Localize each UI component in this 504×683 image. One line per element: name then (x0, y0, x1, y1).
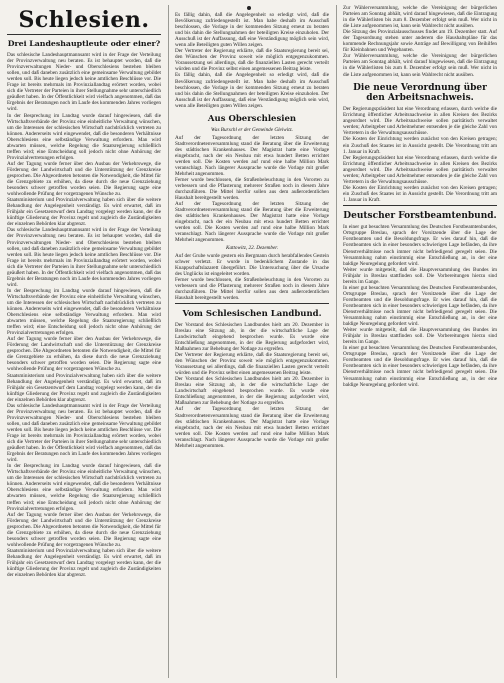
section-heading: Vom Schlesischen Landbund. (182, 308, 322, 319)
article-paragraph: Auf der Grube wurde gestern ein Bergmann durch herabfallendes Gestein schwer verletzt. Er wurde in bedenklichem Zustande in das Knappschaftslazarett übergeführt. Die Untersuchung über die Ursache des Unglücks ist eingeleitet worden. (175, 252, 329, 277)
article-paragraph: In einer gut besuchten Versammlung des Deutschen Forstbeamtenbundes, Ortsgruppe Breslau, sprach der Vorsitzende über die Lage der Forstbeamten und die Besoldungsfrage. Er wies darauf hin, daß die Forstbeamten sich in einer besonders schwierigen Lage befänden, da ihre Dienstverhältnisse noch immer nicht befriedigend geregelt seien. Die Versammlung nahm einstimmig eine Entschließung an, in der eine baldige Neuregelung gefordert wird. (343, 284, 497, 328)
column-1 (7, 5, 161, 678)
article-paragraph: Der Regierungspräsident hat eine Verordnung erlassen, durch welche die Errichtung öffentlicher Arbeitsnachweise in allen Kreisen des Bezirks angeordnet wird. Die Arbeitsnachweise sollen paritätisch verwaltet werden; Arbeitgeber und Arbeitnehmer entsenden je die gleiche Zahl von Vertretern in die Verwaltungsausschüsse. (343, 154, 497, 185)
article-paragraph: Auf der Tagung wurde ferner über den Ausbau der Verkehrswege, die Förderung der Landwirtschaft und die Unterstützung der Grenzkreise gesprochen. Die Abgeordneten betonten die Notwendigkeit, die Mittel für die Grenzgebiete zu erhöhen, da diese durch die neue Grenzziehung besonders schwer getroffen worden seien. Die Regierung sagte eine wohlwollende Prüfung der vorgetragenen Wünsche zu. (7, 511, 161, 548)
dateline: Kattowitz, 22. Dezember. (225, 244, 279, 251)
article-paragraph: In einer gut besuchten Versammlung des Deutschen Forstbeamtenbundes, Ortsgruppe Breslau, sprach der Vorsitzende über die Lage der Forstbeamten und die Besoldungsfrage. Er wies darauf hin, daß die Forstbeamten sich in einer besonders schwierigen Lage befänden, da ihre Dienstverhältnisse noch immer nicht befriedigend geregelt seien. Die Versammlung nahm einstimmig eine Entschließung an, in der eine baldige Neuregelung gefordert wird. (343, 345, 497, 388)
page-marker (247, 6, 251, 10)
section-heading: Aus Oberschlesien (207, 113, 297, 124)
article-paragraph: Auf der Tagesordnung der letzten Sitzung der Stadtverordnetenversammlung stand die Beratung über die Erweiterung des städtischen Krankenhauses. Der Magistrat hatte eine Vorlage eingebracht, nach der ein Neubau mit etwa hundert Betten errichtet werden soll. Die Kosten werden auf rund eine halbe Million Mark veranschlagt. Nach längerer Aussprache wurde die Vorlage mit großer Mehrheit angenommen. (175, 134, 329, 177)
article-paragraph: Der Vertreter der Regierung erklärte, daß die Staatsregierung bereit sei, den Wünschen der Provinz soweit wie möglich entgegenzukommen. Voraussetzung sei allerdings, daß die finanziellen Lasten gerecht verteilt würden und die Provinz selbst einen angemessenen Beitrag leiste. (175, 352, 329, 377)
divider (175, 303, 329, 304)
article-paragraph: Weiter wurde mitgeteilt, daß die Hauptversammlung des Bundes im Frühjahr in Breslau stattfinden soll. Die Vorbereitungen hierzu sind bereits im Gange. (343, 327, 497, 346)
article-paragraph: Zur Wählerversammlung, welche die Vereinigung der bürgerlichen Parteien am Sonntag abhält, wird darauf hingewiesen, daß die Eintragung in die Wählerlisten bis zum 8. Dezember erfolgt sein muß. Wer nicht in die Liste aufgenommen ist, kann sein Wahlrecht nicht ausüben. (343, 53, 497, 78)
article-paragraph: Die Kosten der Einrichtung werden zunächst von den Kreisen getragen; ein Zuschuß des Staates ist in Aussicht gestellt. Die Verordnung tritt am 1. Januar in Kraft. (343, 184, 497, 203)
article-headline: Drei Landeshauptleute oder einer? (7, 39, 161, 49)
article-paragraph: Das schlesische Landeshauptmannsamt wird in der Frage der Verteilung der Provinzverwaltung neu beraten. Es ist behauptet worden, daß die Provinzverwaltungen Nieder- und Oberschlesiens bestehen bleiben sollen, und daß daneben zusätzlich eine gemeinsame Verwaltung gebildet werden soll. Bis heute liegen jedoch keine amtlichen Beschlüsse vor. Die Frage ist bereits mehrmals im Provinziallandtag erörtert worden, wobei sich die Vertreter der Parteien in ihrer Stellungnahme sehr unterschiedlich geäußert haben. In der Öffentlichkeit wird vielfach angenommen, daß das Ergebnis der Beratungen noch im Laufe des kommenden Jahres vorliegen wird. (7, 52, 161, 113)
article-paragraph: In einer gut besuchten Versammlung des Deutschen Forstbeamtenbundes, Ortsgruppe Breslau, sprach der Vorsitzende über die Lage der Forstbeamten und die Besoldungsfrage. Er wies darauf hin, daß die Forstbeamten sich in einer besonders schwierigen Lage befänden, da ihre Dienstverhältnisse noch immer nicht befriedigend geregelt seien. Die Versammlung nahm einstimmig eine Entschließung an, in der eine baldige Neuregelung gefordert wird. (343, 224, 497, 267)
dateline: Was Burschl er der Gemeinde Gleiwitz. (211, 126, 293, 133)
column-3 (336, 5, 497, 678)
article-paragraph: Der Regierungspräsident hat eine Verordnung erlassen, durch welche die Errichtung öffentlicher Arbeitsnachweise in allen Kreisen des Bezirks angeordnet wird. Die Arbeitsnachweise sollen paritätisch verwaltet werden; Arbeitgeber und Arbeitnehmer entsenden je die gleiche Zahl von Vertretern in die Verwaltungsausschüsse. (343, 106, 497, 137)
column-2 (168, 5, 329, 678)
column-container (7, 5, 497, 678)
article-paragraph: Zur Wählerversammlung, welche die Vereinigung der bürgerlichen Parteien am Sonntag abhält, wird darauf hingewiesen, daß die Eintragung in die Wählerlisten bis zum 8. Dezember erfolgt sein muß. Wer nicht in die Liste aufgenommen ist, kann sein Wahlrecht nicht ausüben. (343, 5, 497, 30)
article-paragraph: Staatsministerium und Provinzialverwaltung haben sich über die weitere Behandlung der Angelegenheit verständigt. Es wird erwartet, daß im Frühjahr ein Gesetzentwurf dem Landtag vorgelegt werden kann, der die künftige Gliederung der Provinz regelt und zugleich die Zuständigkeiten der einzelnen Behörden klar abgrenzt. (7, 197, 161, 228)
masthead: Schlesien. (18, 7, 150, 33)
article-paragraph: Der Vorstand des Schlesischen Landbundes hielt am 20. Dezember in Breslau eine Sitzung ab, in der die wirtschaftliche Lage der Landwirtschaft eingehend besprochen wurde. Es wurde eine Entschließung angenommen, in der die Regierung aufgefordert wird, Maßnahmen zur Behebung der Notlage zu ergreifen. (175, 376, 329, 407)
article-paragraph: Ferner wurde beschlossen, die Straßenbeleuchtung in den Vororten zu verbessern und die Pflasterung mehrerer Straßen noch in diesem Jahre durchzuführen. Die Mittel hierfür sollen aus dem außerordentlichen Haushalt bereitgestellt werden. (175, 177, 329, 202)
article-paragraph: Das schlesische Landeshauptmannsamt wird in der Frage der Verteilung der Provinzverwaltung neu beraten. Es ist behauptet worden, daß die Provinzverwaltungen Nieder- und Oberschlesiens bestehen bleiben sollen, und daß daneben zusätzlich eine gemeinsame Verwaltung gebildet werden soll. Bis heute liegen jedoch keine amtlichen Beschlüsse vor. Die Frage ist bereits mehrmals im Provinziallandtag erörtert worden, wobei sich die Vertreter der Parteien in ihrer Stellungnahme sehr unterschiedlich geäußert haben. In der Öffentlichkeit wird vielfach angenommen, daß das Ergebnis der Beratungen noch im Laufe des kommenden Jahres vorliegen wird. (7, 227, 161, 288)
article-paragraph: Ferner wurde beschlossen, die Straßenbeleuchtung in den Vororten zu verbessern und die Pflasterung mehrerer Straßen noch in diesem Jahre durchzuführen. Die Mittel hierfür sollen aus dem außerordentlichen Haushalt bereitgestellt werden. (175, 276, 329, 301)
article-paragraph: Auf der Tagesordnung der letzten Sitzung der Stadtverordnetenversammlung stand die Beratung über die Erweiterung des städtischen Krankenhauses. Der Magistrat hatte eine Vorlage eingebracht, nach der ein Neubau mit etwa hundert Betten errichtet werden soll. Die Kosten werden auf rund eine halbe Million Mark veranschlagt. Nach längerer Aussprache wurde die Vorlage mit großer Mehrheit angenommen. (175, 201, 329, 244)
divider (343, 205, 497, 206)
divider (7, 34, 161, 35)
article-paragraph: Die Kosten der Einrichtung werden zunächst von den Kreisen getragen; ein Zuschuß des Staates ist in Aussicht gestellt. Die Verordnung tritt am 1. Januar in Kraft. (343, 136, 497, 155)
article-paragraph: Staatsministerium und Provinzialverwaltung haben sich über die weitere Behandlung der Angelegenheit verständigt. Es wird erwartet, daß im Frühjahr ein Gesetzentwurf dem Landtag vorgelegt werden kann, der die künftige Gliederung der Provinz regelt und zugleich die Zuständigkeiten der einzelnen Behörden klar abgrenzt. (7, 547, 161, 579)
article-headline: Die neue Verordnung über den Arbeitsnachweis. (353, 82, 487, 103)
article-paragraph: Es fällig dahin, daß die Angelegenheit so erledigt wird, daß die Bevölkerung zufriedengestellt ist. Man habe deshalb im Ausschuß beschlossen, die Vorlage in der kommenden Sitzung erneut zu beraten und bis dahin die Stellungnahmen der beteiligten Kreise einzuholen. Der Ausschuß ist der Auffassung, daß eine Verständigung möglich sein wird, wenn alle Beteiligten guten Willen zeigen. (175, 72, 329, 109)
article-paragraph: Der Vorstand des Schlesischen Landbundes hielt am 20. Dezember in Breslau eine Sitzung ab, in der die wirtschaftliche Lage der Landwirtschaft eingehend besprochen wurde. Es wurde eine Entschließung angenommen, in der die Regierung aufgefordert wird, Maßnahmen zur Behebung der Notlage zu ergreifen. (175, 321, 329, 352)
article-paragraph: In der Besprechung im Landtag wurde darauf hingewiesen, daß die Wirtschaftsverbände der Provinz eine einheitliche Verwaltung wünschen, um die Interessen der schlesischen Wirtschaft nachdrücklich vertreten zu können. Andererseits wird eingewendet, daß die besonderen Verhältnisse Oberschlesiens eine selbständige Verwaltung erfordern. Man wird abwarten müssen, welche Regelung die Staatsregierung schließlich treffen wird; eine Entscheidung soll jedoch nicht ohne Anhörung der Provinzialvertretungen erfolgen. (7, 287, 161, 337)
article-paragraph: Die Sitzung des Provinzialausschusses findet am 19. Dezember statt. Auf der Tagesordnung stehen unter anderem die Haushaltspläne für das kommende Rechnungsjahr sowie Anträge auf Bewilligung von Beihilfen für Kleinbahnen und Wegebauten. (343, 29, 497, 54)
article-paragraph: Es fällig dahin, daß die Angelegenheit so erledigt wird, daß die Bevölkerung zufriedengestellt ist. Man habe deshalb im Ausschuß beschlossen, die Vorlage in der kommenden Sitzung erneut zu beraten und bis dahin die Stellungnahmen der beteiligten Kreise einzuholen. Der Ausschuß ist der Auffassung, daß eine Verständigung möglich sein wird, wenn alle Beteiligten guten Willen zeigen. (175, 12, 329, 49)
article-paragraph: Staatsministerium und Provinzialverwaltung haben sich über die weitere Behandlung der Angelegenheit verständigt. Es wird erwartet, daß im Frühjahr ein Gesetzentwurf dem Landtag vorgelegt werden kann, der die künftige Gliederung der Provinz regelt und zugleich die Zuständigkeiten der einzelnen Behörden klar abgrenzt. (7, 372, 161, 403)
article-paragraph: Das schlesische Landeshauptmannsamt wird in der Frage der Verteilung der Provinzverwaltung neu beraten. Es ist behauptet worden, daß die Provinzverwaltungen Nieder- und Oberschlesiens bestehen bleiben sollen, und daß daneben zusätzlich eine gemeinsame Verwaltung gebildet werden soll. Bis heute liegen jedoch keine amtlichen Beschlüsse vor. Die Frage ist bereits mehrmals im Provinziallandtag erörtert worden, wobei sich die Vertreter der Parteien in ihrer Stellungnahme sehr unterschiedlich geäußert haben. In der Öffentlichkeit wird vielfach angenommen, daß das Ergebnis der Beratungen noch im Laufe des kommenden Jahres vorliegen wird. (7, 402, 161, 464)
article-headline: Deutscher Forstbeamtenbund. (343, 211, 497, 221)
article-paragraph: In der Besprechung im Landtag wurde darauf hingewiesen, daß die Wirtschaftsverbände der Provinz eine einheitliche Verwaltung wünschen, um die Interessen der schlesischen Wirtschaft nachdrücklich vertreten zu können. Andererseits wird eingewendet, daß die besonderen Verhältnisse Oberschlesiens eine selbständige Verwaltung erfordern. Man wird abwarten müssen, welche Regelung die Staatsregierung schließlich treffen wird; eine Entscheidung soll jedoch nicht ohne Anhörung der Provinzialvertretungen erfolgen. (7, 463, 161, 512)
article-paragraph: Weiter wurde mitgeteilt, daß die Hauptversammlung des Bundes im Frühjahr in Breslau stattfinden soll. Die Vorbereitungen hierzu sind bereits im Gange. (343, 266, 497, 285)
article-paragraph: Auf der Tagung wurde ferner über den Ausbau der Verkehrswege, die Förderung der Landwirtschaft und die Unterstützung der Grenzkreise gesprochen. Die Abgeordneten betonten die Notwendigkeit, die Mittel für die Grenzgebiete zu erhöhen, da diese durch die neue Grenzziehung besonders schwer getroffen worden seien. Die Regierung sagte eine wohlwollende Prüfung der vorgetragenen Wünsche zu. (7, 336, 161, 373)
article-paragraph: Auf der Tagesordnung der letzten Sitzung der Stadtverordnetenversammlung stand die Beratung über die Erweiterung des städtischen Krankenhauses. Der Magistrat hatte eine Vorlage eingebracht, nach der ein Neubau mit etwa hundert Betten errichtet werden soll. Die Kosten werden auf rund eine halbe Million Mark veranschlagt. Nach längerer Aussprache wurde die Vorlage mit großer Mehrheit angenommen. (175, 406, 329, 449)
article-paragraph: Auf der Tagung wurde ferner über den Ausbau der Verkehrswege, die Förderung der Landwirtschaft und die Unterstützung der Grenzkreise gesprochen. Die Abgeordneten betonten die Notwendigkeit, die Mittel für die Grenzgebiete zu erhöhen, da diese durch die neue Grenzziehung besonders schwer getroffen worden seien. Die Regierung sagte eine wohlwollende Prüfung der vorgetragenen Wünsche zu. (7, 160, 161, 198)
article-paragraph: In der Besprechung im Landtag wurde darauf hingewiesen, daß die Wirtschaftsverbände der Provinz eine einheitliche Verwaltung wünschen, um die Interessen der schlesischen Wirtschaft nachdrücklich vertreten zu können. Andererseits wird eingewendet, daß die besonderen Verhältnisse Oberschlesiens eine selbständige Verwaltung erfordern. Man wird abwarten müssen, welche Regelung die Staatsregierung schließlich treffen wird; eine Entscheidung soll jedoch nicht ohne Anhörung der Provinzialvertretungen erfolgen. (7, 112, 161, 161)
article-paragraph: Der Vertreter der Regierung erklärte, daß die Staatsregierung bereit sei, den Wünschen der Provinz soweit wie möglich entgegenzukommen. Voraussetzung sei allerdings, daß die finanziellen Lasten gerecht verteilt würden und die Provinz selbst einen angemessenen Beitrag leiste. (175, 48, 329, 73)
